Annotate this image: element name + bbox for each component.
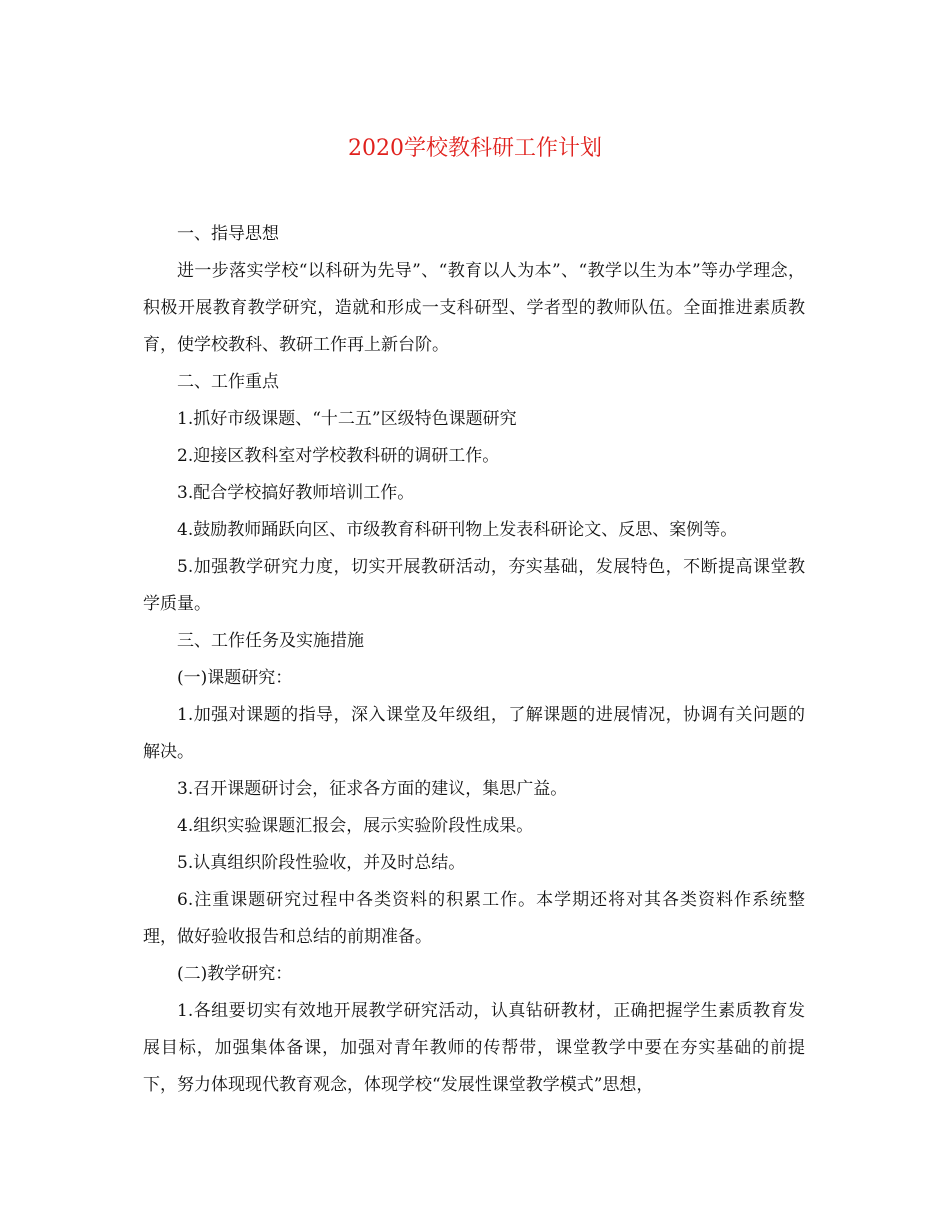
list-item: 6.注重课题研究过程中各类资料的积累工作。本学期还将对其各类资料作系统整理，做好验收报告和总结的前期准备。 <box>143 890 805 947</box>
section-heading: 三、工作任务及实施措施 <box>177 631 364 651</box>
subsection-heading: (一)课题研究： <box>177 668 293 688</box>
document-body <box>143 216 805 1104</box>
list-item: 4.鼓励教师踊跃向区、市级教育科研刊物上发表科研论文、反思、案例等。 <box>177 520 738 540</box>
paragraph: 进一步落实学校“以科研为先导”、“教育以人为本”、“教学以生为本”等办学理念，积极开展教育教学研究，造就和形成一支科研型、学者型的教师队伍。全面推进素质教育，使学校教科、教研工作再上新台阶。 <box>143 261 805 355</box>
subsection-heading: (二)教学研究： <box>177 964 293 984</box>
document-title: 2020学校教科研工作计划 <box>348 136 602 161</box>
list-item: 5.认真组织阶段性验收，并及时总结。 <box>177 853 466 873</box>
section-heading: 一、指导思想 <box>177 224 279 244</box>
list-item: 2.迎接区教科室对学校教科研的调研工作。 <box>177 446 500 466</box>
list-item: 4.组织实验课题汇报会，展示实验阶段性成果。 <box>177 816 534 836</box>
list-item: 3.配合学校搞好教师培训工作。 <box>177 483 415 503</box>
list-item: 1.加强对课题的指导，深入课堂及年级组，了解课题的进展情况，协调有关问题的解决。 <box>143 705 805 762</box>
list-item: 1.抓好市级课题、“十二五”区级特色课题研究 <box>177 409 517 429</box>
list-item: 1.各组要切实有效地开展教学研究活动，认真钻研教材，正确把握学生素质教育发展目标，加强集体备课，加强对青年教师的传帮带，课堂教学中要在夯实基础的前提下，努力体现现代教育观念，体现学校“发展性课堂教学模式”思想， <box>143 1001 805 1095</box>
section-heading: 二、工作重点 <box>177 372 279 392</box>
list-item: 3.召开课题研讨会，征求各方面的建议，集思广益。 <box>177 779 568 799</box>
list-item: 5.加强教学研究力度，切实开展教研活动，夯实基础，发展特色，不断提高课堂教学质量。 <box>143 557 805 614</box>
